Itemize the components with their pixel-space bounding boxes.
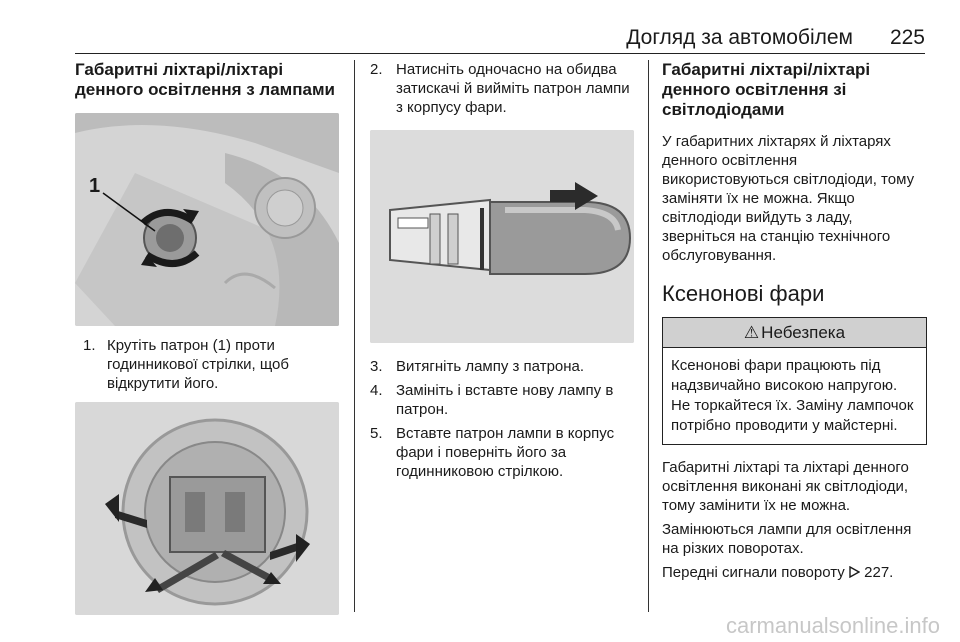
turn-signals-page-ref[interactable]: 227.	[864, 564, 894, 581]
step-text: Натисніть одночасно на обидва затискачі й вийміть патрон лампи з корпусу фари.	[396, 61, 630, 116]
column-divider	[648, 60, 649, 612]
column-divider	[354, 60, 355, 612]
step-number: 3.	[370, 358, 383, 375]
figure-bulb-holder-illustration	[75, 113, 339, 326]
column-1	[75, 60, 339, 615]
column-3	[662, 60, 927, 582]
section-heading-led: Габаритні ліхтарі/ліхтарі денного освітлення зі світлодіодами	[662, 60, 871, 119]
paragraph-turn-signals	[662, 563, 927, 582]
warning-text: Ксенонові фари працюють під надзвичайно високою напругою. Не торкайтеся їх. Заміну лампочок потрібно проводити у майстерні.	[671, 357, 914, 434]
warning-icon: ⚠	[743, 322, 760, 342]
step-1	[75, 336, 339, 393]
paragraph-led: У габаритних ліхтарях й ліхтарях денного освітлення використовуються світлодіоди, тому заміняти їх не можна. Якщо світлодіоди вийдуть з ладу, зверніться на станцію технічного обслуговування.	[662, 133, 915, 264]
section-heading-bulbs: Габаритні ліхтарі/ліхтарі денного освітлення з лампами	[75, 60, 335, 99]
warning-title: Небезпека	[761, 322, 846, 342]
page-number: 225	[889, 26, 925, 49]
figure-holder-clips-illustration	[75, 402, 339, 615]
step-number: 5.	[370, 425, 383, 442]
step-text: Вставте патрон лампи в корпус фари і поверніть його за годинниковою стрілкою.	[396, 425, 615, 480]
step-number: 2.	[370, 61, 383, 78]
figure-holder-clips	[75, 402, 339, 615]
page-header-title: Догляд за автомобілем	[626, 26, 853, 49]
step-5	[370, 424, 634, 481]
step-text: Крутіть патрон (1) проти годинникової стрілки, щоб відкрутити його.	[107, 337, 289, 392]
step-2	[370, 60, 634, 117]
figure-bulb-removal-illustration	[370, 130, 634, 343]
warning-header	[663, 318, 926, 348]
warning-box	[662, 317, 927, 445]
page-header	[75, 24, 925, 54]
figure-callout-1: 1	[89, 175, 101, 197]
figure-bulb-holder	[75, 113, 339, 326]
paragraph-cornering: Замінюються лампи для освітлення на різких поворотах.	[662, 521, 912, 557]
figure-bulb-removal	[370, 130, 634, 343]
triangle-ref-icon	[849, 566, 860, 578]
paragraph-xenon-led: Габаритні ліхтарі та ліхтарі денного освітлення виконані як світлодіоди, тому замінити їх не можна.	[662, 459, 909, 514]
turn-signals-text: Передні сигнали повороту	[662, 564, 849, 581]
step-number: 4.	[370, 382, 383, 399]
section-heading-xenon: Ксенонові фари	[662, 281, 825, 306]
step-4	[370, 381, 634, 419]
watermark: carmanualsonline.info	[725, 613, 940, 638]
column-2	[370, 60, 634, 481]
step-text: Замініть і вставте нову лампу в патрон.	[396, 382, 614, 418]
step-number: 1.	[83, 337, 96, 354]
step-3	[370, 357, 634, 376]
step-text: Витягніть лампу з патрона.	[396, 358, 585, 375]
